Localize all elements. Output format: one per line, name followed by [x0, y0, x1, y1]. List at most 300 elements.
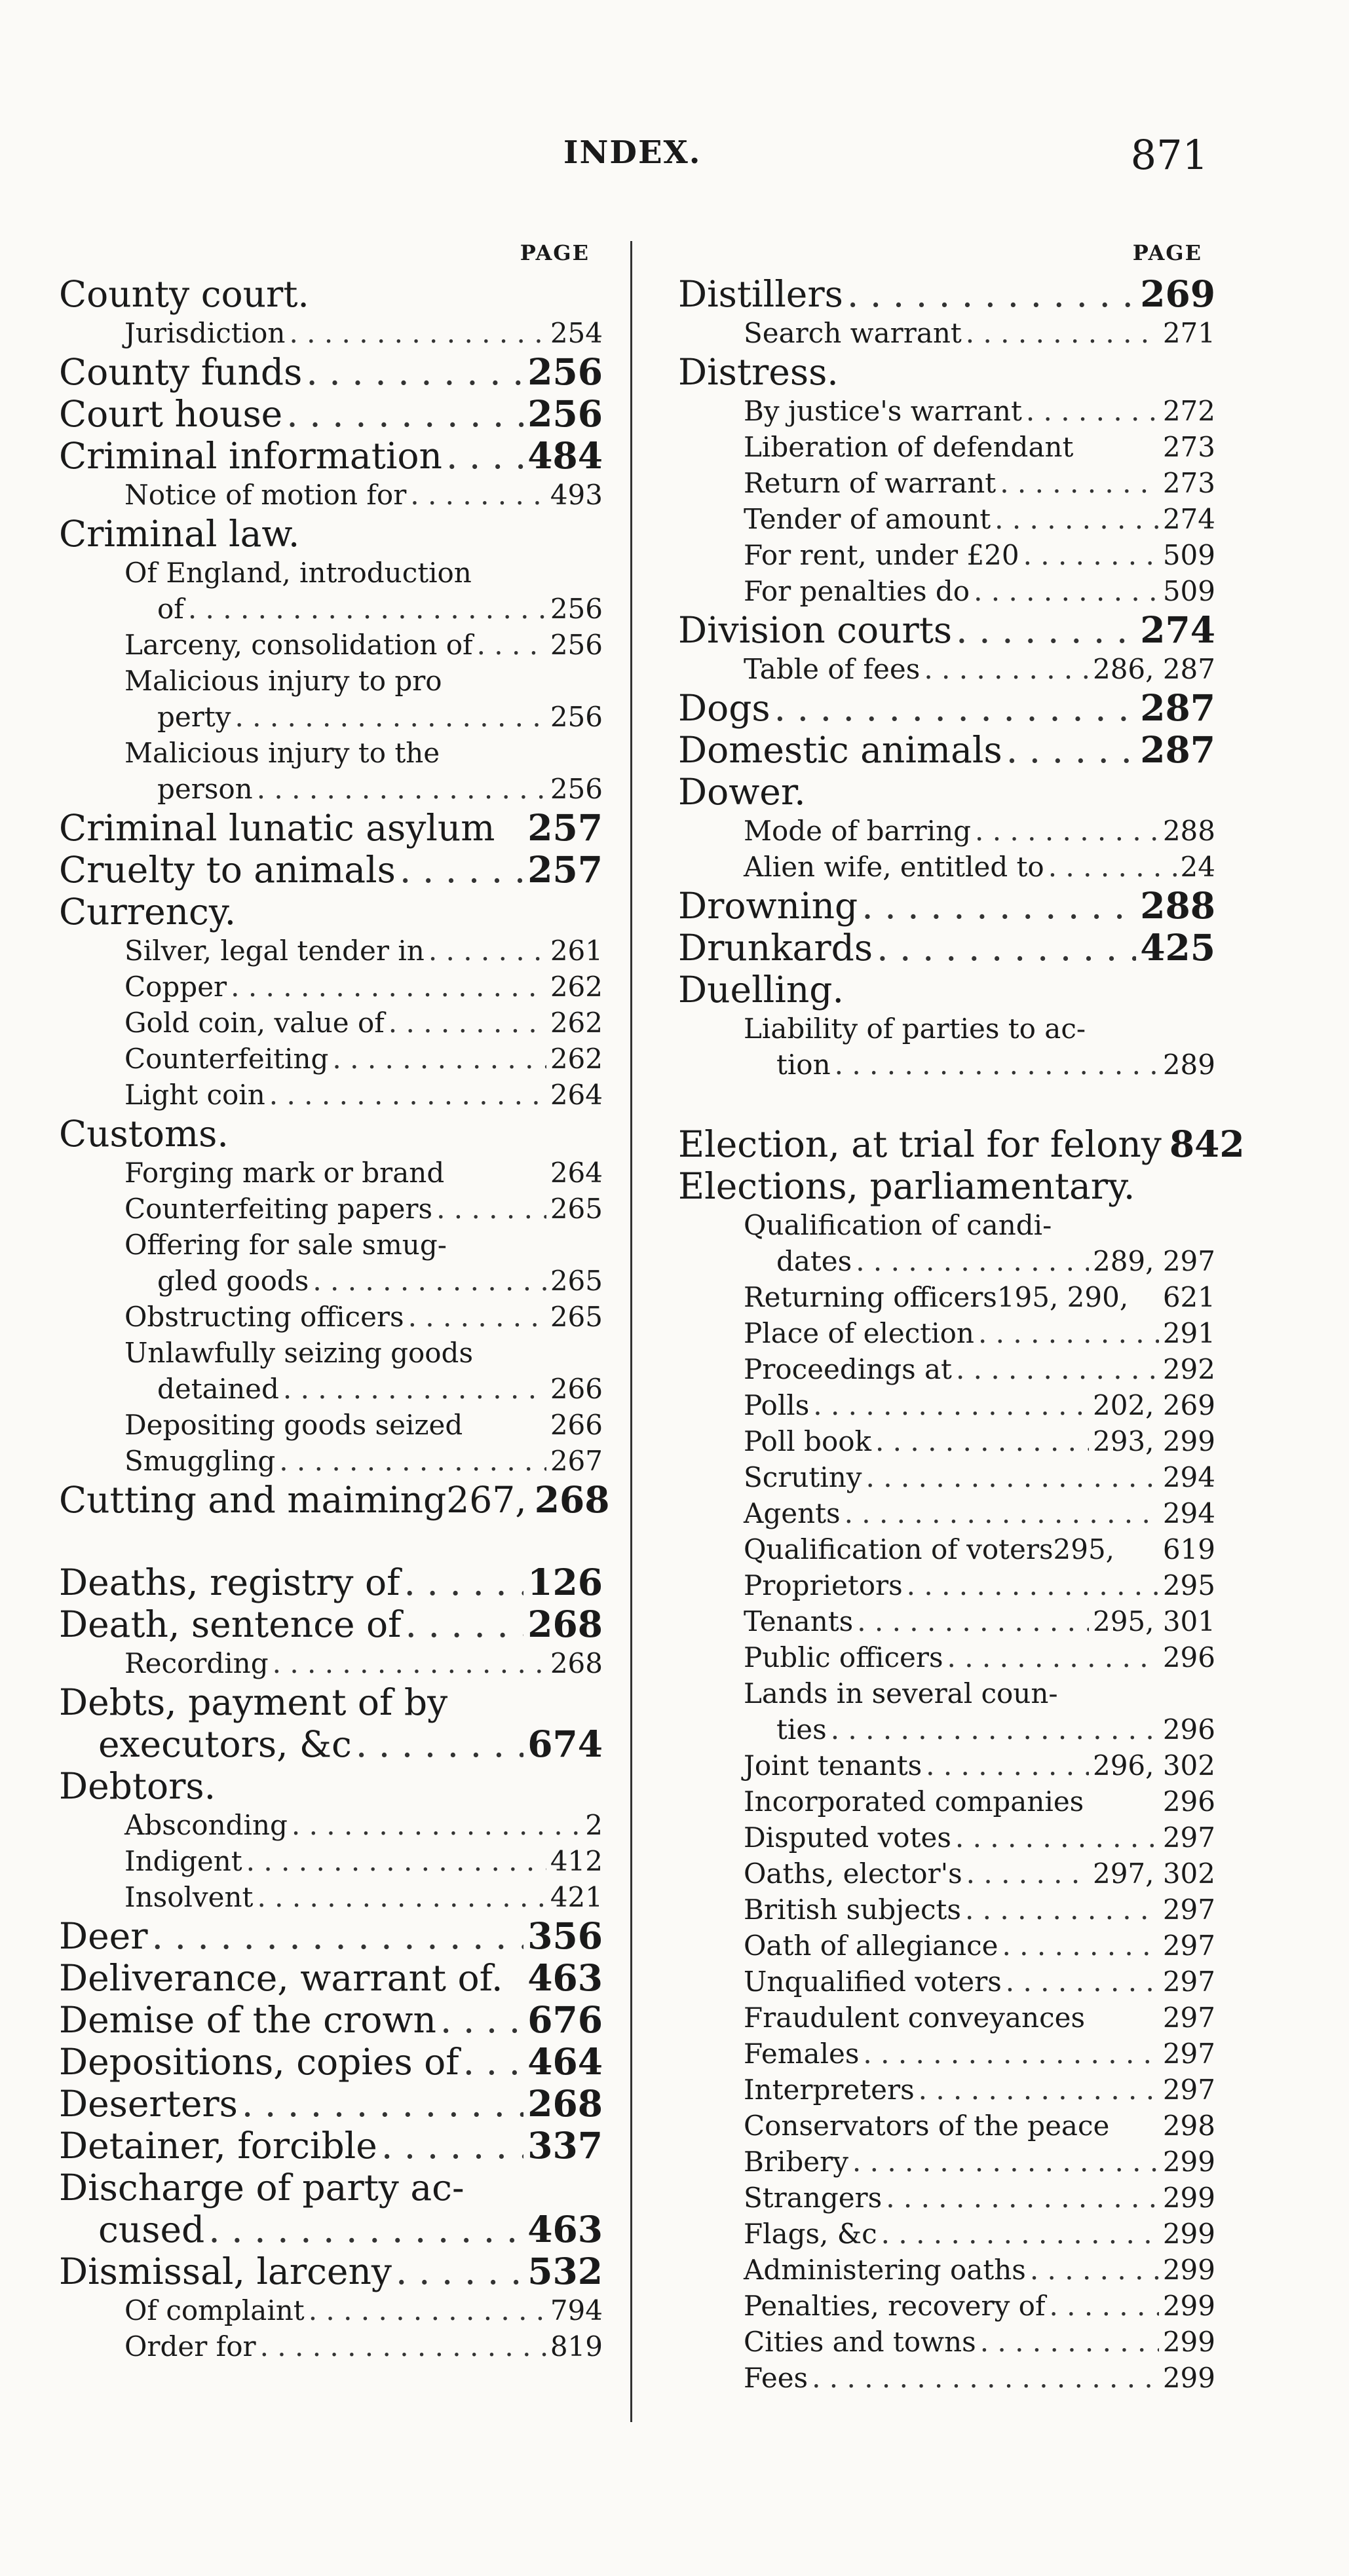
entry-text: County court.	[59, 273, 309, 315]
index-subentry	[678, 1820, 1215, 1856]
index-subentry	[59, 1155, 603, 1191]
entry-text: Qualification of voters295,	[744, 1533, 1115, 1565]
index-heading	[59, 891, 603, 933]
entry-text: Absconding	[124, 1809, 288, 1841]
index-heading	[678, 1165, 1215, 1207]
entry-text: tion	[776, 1049, 831, 1081]
index-subentry	[678, 1928, 1215, 1964]
page-reference: 464	[527, 2040, 603, 2083]
entry-text: Discharge of party ac-	[59, 2167, 465, 2209]
page-reference: 254	[550, 317, 603, 349]
page-reference: 293, 299	[1092, 1425, 1215, 1457]
page-reference: 296	[1162, 1785, 1215, 1818]
index-subentry	[59, 1407, 603, 1443]
page-reference: 299	[1162, 2146, 1215, 2178]
index-subentry	[678, 1783, 1215, 1820]
entry-text: Joint tenants	[744, 1749, 922, 1782]
index-subentry	[678, 1243, 1215, 1279]
leader-dots	[292, 1807, 581, 1843]
entry-text: Tender of amount	[744, 503, 991, 535]
entry-text: Light coin	[124, 1079, 265, 1111]
page-reference: 292	[1162, 1353, 1215, 1385]
entry-text: Unqualified voters	[744, 1966, 1002, 1998]
entry-text: Proceedings at	[744, 1353, 952, 1385]
index-subentry	[59, 1005, 603, 1041]
entry-text: Order for	[124, 2330, 256, 2362]
page-reference: 493	[550, 479, 603, 511]
entry-text: Liberation of defendant	[744, 431, 1074, 463]
entry-text: Fraudulent conveyances	[744, 2002, 1086, 2034]
index-subentry	[678, 429, 1215, 465]
leader-dots	[774, 687, 1137, 729]
entry-text: Copper	[124, 971, 227, 1003]
page-reference: 298	[1162, 2110, 1215, 2142]
index-subentry	[678, 1495, 1215, 1531]
entry-text: Polls	[744, 1389, 810, 1421]
index-heading	[678, 729, 1215, 771]
leader-dots	[965, 1892, 1159, 1928]
page-reference: 619	[1162, 1533, 1215, 1565]
leader-dots	[242, 2083, 523, 2125]
leader-dots	[1048, 849, 1177, 885]
page-reference: 289, 297	[1092, 1245, 1215, 1277]
entry-text: Criminal law.	[59, 513, 300, 555]
leader-dots	[381, 2125, 523, 2167]
entry-text: Malicious injury to pro	[124, 665, 442, 697]
entry-text: Criminal lunatic asylum	[59, 807, 495, 849]
index-subentry	[678, 1531, 1215, 1567]
index-subentry	[678, 2072, 1215, 2108]
page-reference: 794	[550, 2294, 603, 2326]
page-reference: 257	[527, 806, 603, 849]
page-reference: 674	[527, 1723, 603, 1765]
leader-dots	[966, 315, 1159, 351]
entry-text: Bribery	[744, 2146, 848, 2178]
index-heading	[59, 1603, 603, 1645]
leader-dots	[924, 651, 1089, 687]
entry-text: Cutting and maiming267,	[59, 1479, 527, 1521]
leader-dots	[257, 771, 546, 807]
leader-dots	[866, 1459, 1159, 1495]
leader-dots	[835, 1047, 1159, 1083]
leader-dots	[975, 813, 1159, 849]
page-reference: 296	[1162, 1713, 1215, 1745]
index-heading	[59, 1999, 603, 2041]
page-reference: 24	[1180, 851, 1215, 883]
leader-dots	[400, 849, 523, 891]
index-subentry	[678, 1387, 1215, 1423]
page-reference: 296, 302	[1092, 1749, 1215, 1782]
page-reference: 463	[527, 1956, 603, 1999]
page-reference: 256	[550, 629, 603, 661]
index-heading	[59, 351, 603, 393]
index-subentry	[678, 1207, 1215, 1243]
leader-dots	[852, 2144, 1159, 2180]
entry-text: gled goods	[157, 1265, 309, 1297]
index-subentry	[678, 2324, 1215, 2360]
page-reference: 266	[550, 1409, 603, 1441]
entry-text: Penalties, recovery of	[744, 2290, 1046, 2322]
page-reference: 356	[527, 1914, 603, 1957]
index-subentry	[678, 1856, 1215, 1892]
entry-text: By justice's warrant	[744, 395, 1022, 427]
index-subentry	[678, 315, 1215, 351]
index-subentry	[59, 735, 603, 771]
running-head: INDEX.	[563, 134, 702, 171]
leader-dots	[845, 1495, 1159, 1531]
leader-dots	[862, 885, 1136, 927]
page-reference: 295	[1162, 1569, 1215, 1601]
leader-dots	[410, 477, 546, 513]
page-reference: 262	[550, 1043, 603, 1075]
index-subentry	[678, 2000, 1215, 2036]
index-subentry	[678, 1675, 1215, 1711]
index-subentry	[59, 699, 603, 735]
entry-text: Tenants	[744, 1605, 854, 1637]
page-reference: 288	[1162, 815, 1215, 847]
entry-text: Administering oaths	[744, 2254, 1026, 2286]
entry-text: County funds	[59, 351, 303, 393]
entry-text: Customs.	[59, 1113, 229, 1155]
entry-text: Detainer, forcible	[59, 2125, 377, 2167]
index-subentry	[59, 969, 603, 1005]
entry-text: Deliverance, warrant of.	[59, 1957, 503, 1999]
page-reference: 294	[1162, 1497, 1215, 1529]
entry-text: Incorporated companies	[744, 1785, 1084, 1818]
leader-dots	[306, 351, 523, 393]
index-subentry	[678, 2036, 1215, 2072]
index-subentry	[678, 465, 1215, 501]
entry-text: Search warrant	[744, 317, 962, 349]
page-reference: 532	[527, 2250, 603, 2292]
entry-text: perty	[157, 701, 231, 733]
leader-dots	[1049, 2288, 1158, 2324]
index-subentry	[59, 1077, 603, 1113]
leader-dots	[235, 699, 546, 735]
index-heading	[59, 1915, 603, 1957]
index-heading	[678, 771, 1215, 813]
page-reference: 256	[527, 350, 603, 393]
leader-dots	[446, 435, 523, 477]
index-heading	[59, 2083, 603, 2125]
page-reference: 268	[534, 1478, 610, 1521]
index-heading	[678, 687, 1215, 729]
index-subentry	[59, 1299, 603, 1335]
index-subentry	[678, 1351, 1215, 1387]
page-reference: 297	[1162, 2074, 1215, 2106]
entry-text: Currency.	[59, 891, 237, 933]
index-subentry	[678, 573, 1215, 609]
entry-text: Drowning	[678, 885, 858, 927]
leader-dots	[440, 1999, 523, 2041]
entry-text: ties	[776, 1713, 827, 1745]
leader-dots	[428, 933, 546, 969]
index-subentry	[678, 1423, 1215, 1459]
leader-dots	[1023, 537, 1159, 573]
entry-text: Depositions, copies of	[59, 2041, 459, 2083]
leader-dots	[1002, 1928, 1158, 1964]
page-reference: 271	[1162, 317, 1215, 349]
index-subentry	[59, 1335, 603, 1371]
entry-text: Table of fees	[744, 653, 921, 685]
entry-text: Deserters	[59, 2083, 238, 2125]
page-reference: 202, 269	[1092, 1389, 1215, 1421]
index-subentry	[678, 1711, 1215, 1747]
index-subentry	[678, 1892, 1215, 1928]
entry-text: Deer	[59, 1915, 148, 1957]
entry-text: Dismissal, larceny	[59, 2250, 392, 2292]
index-subentry	[678, 2108, 1215, 2144]
entry-text: Oath of allegiance	[744, 1930, 998, 1962]
entry-text: Silver, legal tender in	[124, 935, 425, 967]
index-subentry	[59, 1263, 603, 1299]
entry-text: detained	[157, 1373, 279, 1405]
index-heading	[59, 1478, 610, 1521]
entry-text: Scrutiny	[744, 1461, 862, 1493]
entry-list-right	[678, 272, 1245, 2396]
index-subentry	[59, 1371, 603, 1407]
entry-text: Distillers	[678, 273, 843, 315]
page-reference: 268	[550, 1647, 603, 1679]
index-subentry	[678, 849, 1215, 885]
page-reference: 295, 301	[1092, 1605, 1215, 1637]
index-heading	[678, 885, 1215, 927]
entry-text: Division courts	[678, 609, 953, 651]
index-heading	[59, 2167, 603, 2209]
entry-text: Smuggling	[124, 1445, 276, 1477]
leader-dots	[1006, 729, 1137, 771]
leader-dots	[436, 1191, 546, 1227]
leader-dots	[231, 969, 546, 1005]
leader-dots	[926, 1747, 1089, 1783]
leader-dots	[812, 2360, 1159, 2396]
leader-dots	[208, 2209, 523, 2250]
page-reference: 273	[1162, 431, 1215, 463]
index-subentry	[59, 933, 603, 969]
index-column-right	[678, 233, 1245, 2396]
index-subentry	[59, 591, 603, 627]
entry-text: Public officers	[744, 1641, 943, 1673]
page-reference: 299	[1162, 2326, 1215, 2358]
leader-dots	[980, 2324, 1159, 2360]
page-reference: 261	[550, 935, 603, 967]
index-subentry	[678, 1047, 1215, 1083]
leader-dots	[955, 1820, 1159, 1856]
entry-text: Returning officers195, 290,	[744, 1281, 1129, 1313]
index-heading	[59, 435, 603, 477]
entry-text: Proprietors	[744, 1569, 903, 1601]
leader-dots	[974, 573, 1159, 609]
index-subentry	[59, 1041, 603, 1077]
index-subentry	[59, 1191, 603, 1227]
index-heading	[678, 969, 1215, 1011]
leader-dots	[1000, 465, 1159, 501]
page-reference: 297	[1162, 2038, 1215, 2070]
index-subentry	[678, 1279, 1215, 1315]
index-column-left	[59, 233, 610, 2364]
index-heading	[59, 513, 603, 555]
page-reference: 262	[550, 1007, 603, 1039]
page-reference: 257	[527, 848, 603, 891]
page-column-label: PAGE	[520, 240, 590, 265]
index-subentry	[678, 813, 1215, 849]
page-reference: 264	[550, 1157, 603, 1189]
index-subentry	[59, 2292, 603, 2328]
index-heading	[678, 351, 1215, 393]
leader-dots	[283, 1371, 546, 1407]
index-heading	[678, 273, 1215, 315]
entry-text: Malicious injury to the	[124, 737, 440, 769]
leader-dots	[332, 1041, 546, 1077]
entry-text: cused	[98, 2209, 205, 2250]
leader-dots	[408, 1299, 546, 1335]
index-subentry	[678, 1011, 1215, 1047]
page-reference: 297	[1162, 1966, 1215, 1998]
entry-text: Agents	[744, 1497, 841, 1529]
index-heading	[59, 393, 603, 435]
page-reference: 676	[527, 1998, 603, 2041]
entry-text: dates	[776, 1245, 852, 1277]
page-reference: 286, 287	[1092, 653, 1215, 685]
page-reference: 425	[1140, 926, 1215, 969]
index-subentry	[678, 1964, 1215, 2000]
entry-text: Gold coin, value of	[124, 1007, 385, 1039]
leader-dots	[257, 1879, 546, 1915]
index-subentry	[59, 1443, 603, 1479]
entry-text: Drunkards	[678, 927, 873, 969]
page-reference: 291	[1162, 1317, 1215, 1349]
leader-dots	[188, 591, 546, 627]
leader-dots	[396, 2250, 523, 2292]
index-subentry	[678, 501, 1215, 537]
leader-dots	[847, 273, 1136, 315]
index-subentry	[59, 477, 603, 513]
index-heading	[59, 273, 603, 315]
entry-text: Disputed votes	[744, 1821, 951, 1854]
page-reference: 621	[1162, 1281, 1215, 1313]
entry-text: Court house	[59, 393, 283, 435]
page-reference: 272	[1162, 395, 1215, 427]
page-reference: 265	[550, 1301, 603, 1333]
index-heading	[678, 927, 1215, 969]
entry-text: Duelling.	[678, 969, 844, 1011]
index-subentry	[678, 2180, 1215, 2216]
leader-dots	[313, 1263, 546, 1299]
leader-dots	[1026, 393, 1159, 429]
page-reference: 264	[550, 1079, 603, 1111]
index-heading	[59, 1113, 603, 1155]
entry-text: Strangers	[744, 2182, 883, 2214]
leader-dots	[463, 2041, 524, 2083]
leader-dots	[286, 393, 523, 435]
section-gap	[59, 1521, 603, 1561]
page-reference: 268	[527, 2082, 603, 2125]
page-reference: 297	[1162, 2002, 1215, 2034]
entry-text: person	[157, 773, 253, 805]
leader-dots	[813, 1387, 1089, 1423]
index-subentry	[59, 555, 603, 591]
page-reference: 265	[550, 1265, 603, 1297]
page-reference: 262	[550, 971, 603, 1003]
index-subentry	[59, 2328, 603, 2364]
entry-text: Debts, payment of by	[59, 1681, 448, 1723]
page-reference: 2	[585, 1809, 603, 1841]
leader-dots	[260, 2328, 546, 2364]
entry-text: Alien wife, entitled to	[744, 851, 1044, 883]
entry-text: Forging mark or brand	[124, 1157, 445, 1189]
page-reference: 297	[1162, 1894, 1215, 1926]
entry-text: Offering for sale smug-	[124, 1229, 447, 1261]
page-reference: 299	[1162, 2218, 1215, 2250]
entry-text: Criminal information	[59, 435, 442, 477]
leader-dots	[956, 1351, 1159, 1387]
leader-dots	[1030, 2252, 1159, 2288]
index-subentry	[678, 1459, 1215, 1495]
index-subentry	[678, 393, 1215, 429]
page-reference: 256	[550, 773, 603, 805]
page-reference: 256	[527, 392, 603, 435]
page-reference: 337	[527, 2124, 603, 2167]
leader-dots	[406, 1603, 524, 1645]
index-subentry	[59, 1645, 603, 1681]
index-heading	[59, 1681, 603, 1723]
page-reference: 297	[1162, 1821, 1215, 1854]
index-heading	[59, 2250, 603, 2292]
index-subentry	[678, 537, 1215, 573]
leader-dots	[831, 1711, 1159, 1747]
page-reference: 274	[1162, 503, 1215, 535]
entry-text: Qualification of candi-	[744, 1209, 1052, 1241]
leader-dots	[477, 627, 546, 663]
entry-text: Recording	[124, 1647, 269, 1679]
page-reference: 484	[527, 434, 603, 477]
page-reference: 267	[550, 1445, 603, 1477]
index-subentry	[59, 1227, 603, 1263]
page-reference: 421	[550, 1881, 603, 1913]
page-reference: 509	[1162, 539, 1215, 571]
page-reference: 299	[1162, 2290, 1215, 2322]
entry-text: Depositing goods seized	[124, 1409, 463, 1441]
index-subentry	[678, 2144, 1215, 2180]
leader-dots	[875, 1423, 1089, 1459]
entry-text: Cities and towns	[744, 2326, 976, 2358]
entry-text: Of England, introduction	[124, 557, 472, 589]
entry-text: Return of warrant	[744, 467, 997, 499]
index-subentry	[59, 1807, 603, 1843]
entry-text: Elections, parliamentary.	[678, 1165, 1135, 1207]
leader-dots	[956, 609, 1136, 651]
page-reference: 273	[1162, 467, 1215, 499]
page-reference: 412	[550, 1845, 603, 1877]
page-reference: 287	[1140, 686, 1215, 729]
leader-dots	[246, 1843, 546, 1879]
entry-text: of	[157, 593, 184, 625]
index-heading	[59, 807, 603, 849]
index-heading	[59, 2041, 603, 2083]
entry-text: Demise of the crown	[59, 1999, 436, 2041]
entry-text: Election, at trial for felony	[678, 1123, 1162, 1165]
entry-text: Larceny, consolidation of	[124, 629, 473, 661]
page-reference: 289	[1162, 1049, 1215, 1081]
index-heading	[59, 1723, 603, 1765]
page-column-label: PAGE	[1132, 240, 1202, 265]
index-subentry	[678, 1603, 1215, 1639]
entry-text: Insolvent	[124, 1881, 254, 1913]
index-subentry	[59, 1843, 603, 1879]
leader-dots	[289, 315, 546, 351]
leader-dots	[152, 1915, 524, 1957]
index-subentry	[678, 2216, 1215, 2252]
